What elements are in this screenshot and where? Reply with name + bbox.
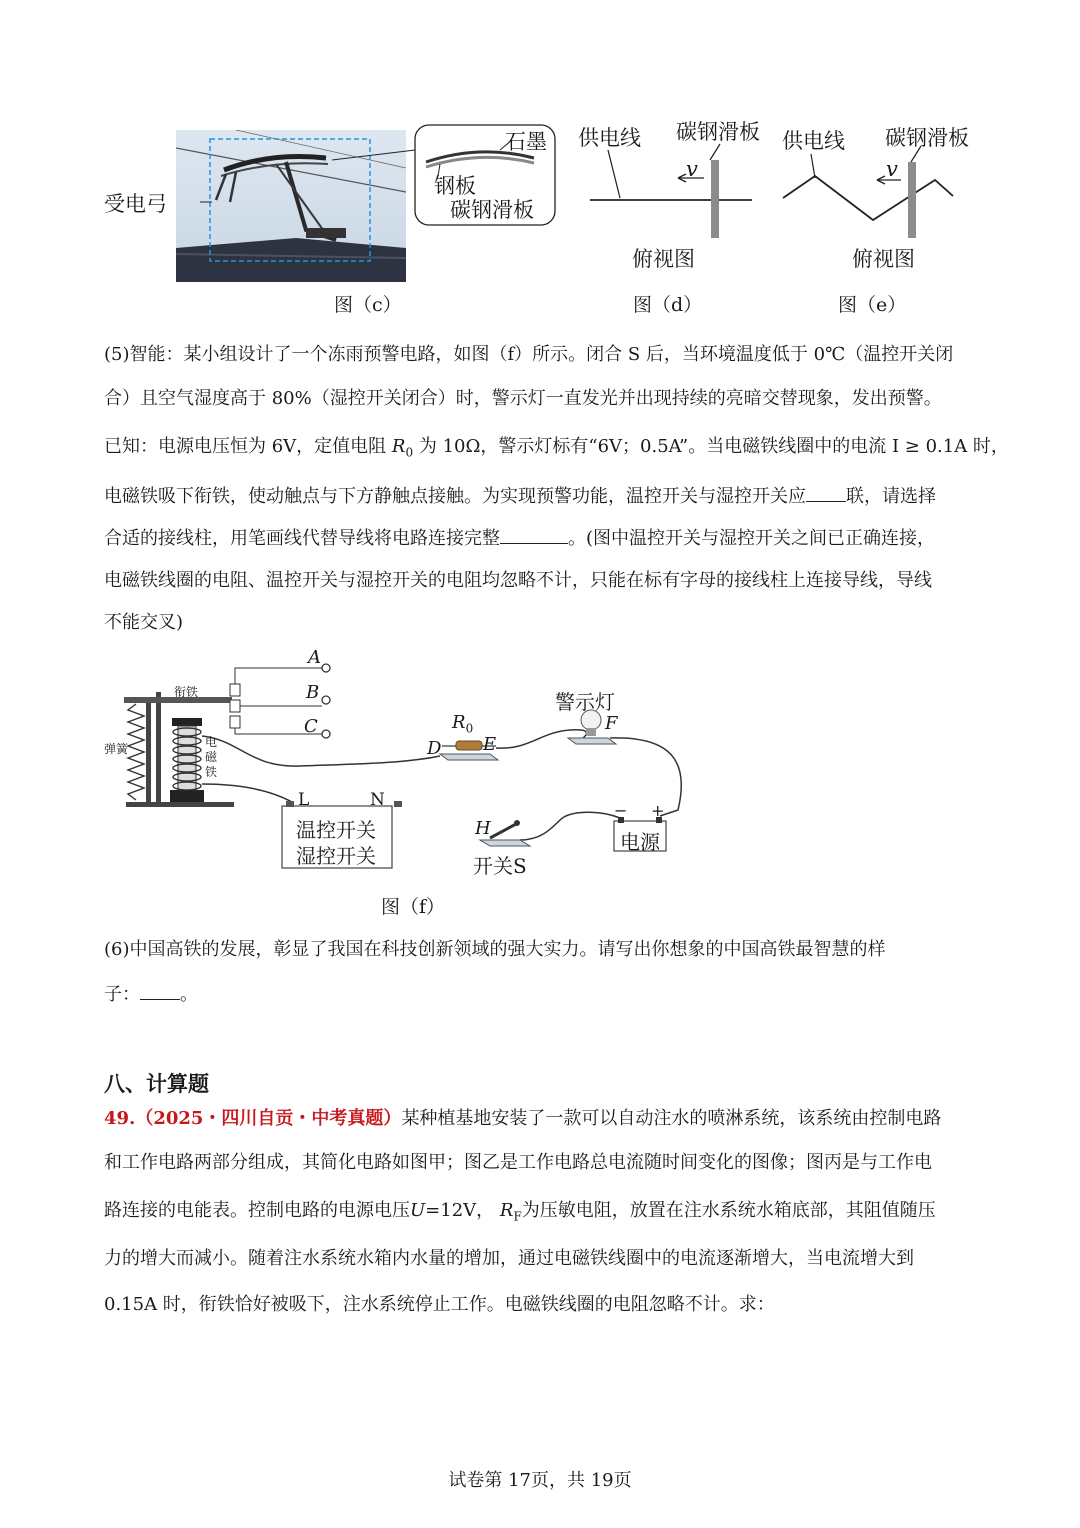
fig-f-caption: 图（f） — [381, 896, 446, 918]
fig-c-label-steel: 钢板 — [434, 174, 476, 198]
q5-line-7: 不能交叉) — [104, 612, 184, 633]
q5-line-6: 电磁铁线圈的电阻、温控开关与湿控开关的电阻均忽略不计，只能在标有字母的接线柱上连接导线，导线 — [104, 570, 932, 591]
fig-f-switch-box-line-1: 温控开关 — [296, 818, 376, 842]
fig-f-label-source: 电源 — [620, 830, 660, 854]
section-heading: 八、计算题 — [104, 1072, 209, 1096]
fig-e-label-wire: 供电线 — [782, 129, 845, 153]
q49-source: （2025・四川自贡・中考真题） — [135, 1108, 402, 1129]
fig-f-label-H: H — [475, 818, 491, 839]
fig-f-circuit — [100, 640, 700, 885]
fig-f-label-N: N — [370, 790, 385, 810]
q5-blank-connection[interactable] — [806, 483, 846, 502]
q49-number: 49. — [104, 1108, 136, 1129]
q6-line-1: (6)中国高铁的发展，彰显了我国在科技创新领域的强大实力。请写出你想象的中国高铁最智慧的样 — [104, 939, 886, 960]
fig-d-label-plate: 碳钢滑板 — [676, 120, 760, 144]
q49-line-5: 0.15A 时，衔铁恰好被吸下，注水系统停止工作。电磁铁线圈的电阻忽略不计。求： — [104, 1294, 775, 1315]
q6-line-2: 子： 。 — [104, 980, 198, 1006]
fig-f-label-switch: 开关S — [473, 854, 527, 878]
q49-line-1: 49.（2025・四川自贡・中考真题）某种植基地安装了一款可以自动注水的喷淋系统，该系统由控制电路 — [104, 1108, 942, 1129]
fig-f-label-F: F — [605, 713, 618, 734]
fig-c-caption: 图（c） — [334, 294, 402, 316]
fig-c-label-carbon: 碳钢滑板 — [450, 198, 534, 222]
fig-f-switch-box-line-2: 湿控开关 — [296, 844, 376, 868]
fig-d-caption: 图（d） — [633, 294, 703, 316]
fig-d-label-v: v — [686, 157, 698, 181]
fig-f-label-minus: − — [614, 801, 628, 820]
fig-d-label-wire: 供电线 — [578, 126, 641, 150]
q49-line-2: 和工作电路两部分组成，其简化电路如图甲；图乙是工作电路总电流随时间变化的图像；图丙是与工作电 — [104, 1152, 932, 1173]
fig-c-label-receiver: 受电弓 — [104, 192, 167, 216]
q6-blank-answer[interactable] — [140, 981, 180, 1000]
fig-f-label-C: C — [304, 716, 318, 737]
q5-line-4: 电磁铁吸下衔铁，使动触点与下方静触点接触。为实现预警功能，温控开关与湿控开关应 联，请选择 — [104, 482, 936, 508]
q5-line-3: 已知：电源电压恒为 6V，定值电阻 $R_0$ 为 10Ω，警示灯标有“6V；0.5A”。当电磁铁线圈中的电流 I ≥ 0.1A 时， — [104, 436, 1009, 460]
fig-e-diagram — [775, 140, 960, 240]
fig-d-diagram — [580, 140, 760, 240]
fig-f-label-L: L — [298, 790, 310, 810]
fig-f-label-magnet: 电 磁 铁 — [205, 735, 218, 779]
fig-f-label-plus: + — [651, 801, 665, 820]
fig-c-label-graphite: 石墨 — [505, 130, 547, 154]
q5-line-5: 合适的接线柱，用笔画线代替导线将电路连接完整 。(图中温控开关与湿控开关之间已正确连接， — [104, 524, 935, 550]
fig-f-label-R0: $R_0$ — [452, 712, 474, 736]
q5-blank-wiring[interactable] — [500, 525, 568, 544]
fig-f-label-B: B — [306, 682, 320, 703]
fig-f-label-D: D — [427, 738, 442, 759]
fig-f-label-spring: 弹簧 — [104, 742, 129, 756]
fig-d-label-view: 俯视图 — [632, 247, 695, 271]
q49-line-4: 力的增大而减小。随着注水系统水箱内水量的增加，通过电磁铁线圈中的电流逐渐增大，当电流增大到 — [104, 1248, 914, 1269]
fig-e-label-v: v — [886, 157, 898, 181]
fig-e-label-plate: 碳钢滑板 — [885, 126, 969, 150]
fig-f-label-A: A — [308, 647, 321, 668]
fig-f-label-armature: 衔铁 — [174, 685, 199, 699]
page-footer: 试卷第 17页，共 19页 — [448, 1470, 632, 1491]
fig-e-label-view: 俯视图 — [852, 247, 915, 271]
fig-f-label-lamp: 警示灯 — [555, 690, 615, 714]
fig-f-label-E: E — [483, 734, 497, 755]
q5-line-1: (5)智能：某小组设计了一个冻雨预警电路，如图（f）所示。闭合 S 后，当环境温度低于 0℃（温控开关闭 — [104, 344, 954, 365]
q49-line-3: 路连接的电能表。控制电路的电源电压U=12V， $R_F$为压敏电阻，放置在注水系统水箱底部，其阻值随压 — [104, 1200, 936, 1224]
fig-e-caption: 图（e） — [838, 294, 907, 316]
q5-line-2: 合）且空气湿度高于 80%（湿控开关闭合）时，警示灯一直发光并出现持续的亮暗交替现象，发出预警。 — [104, 388, 942, 409]
